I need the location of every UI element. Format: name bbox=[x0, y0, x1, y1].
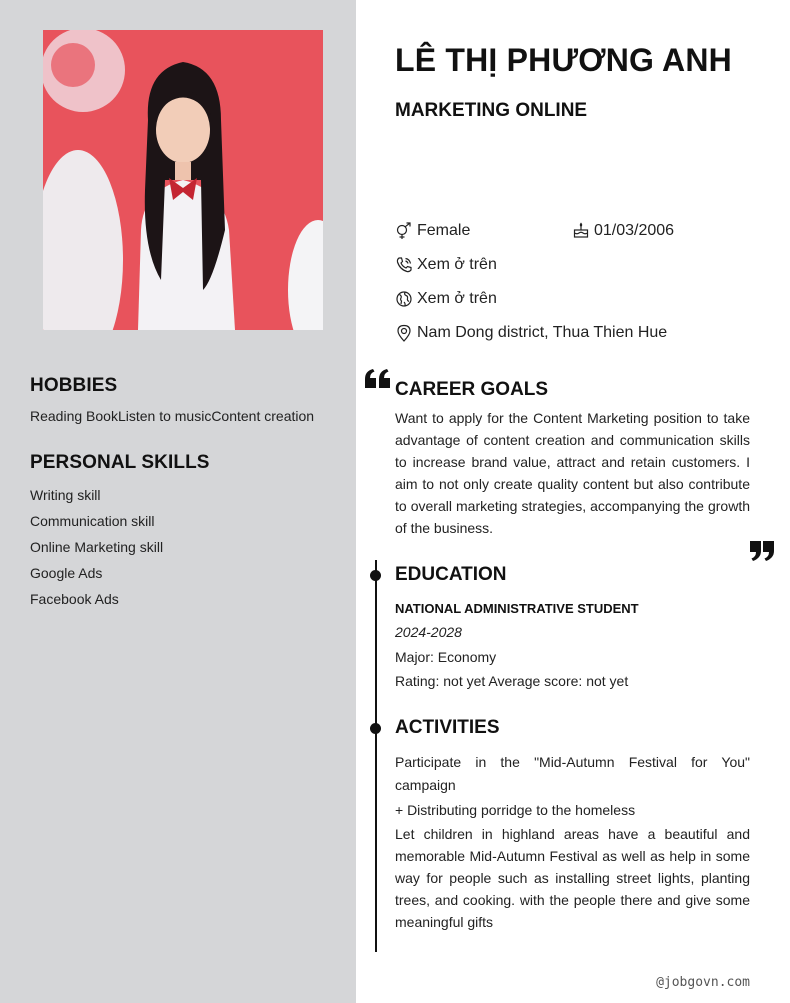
phone-row bbox=[395, 256, 497, 274]
gender-icon bbox=[395, 222, 413, 240]
timeline-line bbox=[375, 560, 377, 952]
gender-value: Female bbox=[417, 222, 471, 239]
address-value: Nam Dong district, Thua Thien Hue bbox=[417, 324, 668, 341]
skill-item: Communication skill bbox=[30, 513, 155, 529]
address-row bbox=[395, 324, 667, 342]
activity-paragraph: Let children in highland areas have a beautiful and memorable Mid-Autumn Festival as well as help in some way for people such as installing street lights, planting trees, and cooking. with the people there and give some meaningful gifts bbox=[395, 826, 750, 930]
personal-skills-title: PERSONAL SKILLS bbox=[30, 452, 210, 473]
career-goals-title: CAREER GOALS bbox=[395, 379, 549, 400]
education-major: Major: Economy bbox=[395, 649, 497, 665]
job-title: MARKETING ONLINE bbox=[395, 100, 588, 121]
sidebar bbox=[0, 0, 356, 1003]
close-quote-icon bbox=[748, 540, 776, 567]
education-years: 2024-2028 bbox=[395, 624, 462, 640]
skill-item: Facebook Ads bbox=[30, 591, 119, 607]
activity-paragraph: Participate in the "Mid-Autumn Festival for You" campaign bbox=[395, 754, 750, 793]
birthday-row bbox=[572, 222, 674, 240]
activity-paragraph: + Distributing porridge to the homeless bbox=[395, 802, 636, 818]
open-quote-icon bbox=[364, 368, 392, 395]
education-rating: Rating: not yet Average score: not yet bbox=[395, 673, 629, 689]
hobbies-text: Reading BookListen to musicContent creation bbox=[30, 408, 315, 424]
phone-icon bbox=[395, 256, 413, 274]
location-pin-icon bbox=[395, 324, 413, 342]
skill-item: Online Marketing skill bbox=[30, 539, 164, 555]
gender-row bbox=[395, 222, 470, 240]
skill-list bbox=[30, 487, 163, 617]
watermark: @jobgovn.com bbox=[656, 975, 750, 990]
profile-photo bbox=[43, 30, 323, 330]
hobbies-title: HOBBIES bbox=[30, 375, 118, 396]
timeline-dot bbox=[370, 723, 381, 734]
skill-item: Google Ads bbox=[30, 565, 103, 581]
career-goals-text: Want to apply for the Content Marketing position to take advantage of content creation and communication skills to increase brand value, attract and retain customers. I aim to not only create quality content but also contribute to overall marketing strategies, accompanying the growth of the business. bbox=[395, 410, 750, 536]
phone-value: Xem ở trên bbox=[417, 256, 497, 273]
globe-icon bbox=[395, 290, 413, 308]
education-school: NATIONAL ADMINISTRATIVE STUDENT bbox=[395, 601, 639, 616]
website-value: Xem ở trên bbox=[417, 290, 497, 307]
main-content bbox=[356, 0, 790, 1003]
website-row bbox=[395, 290, 497, 308]
timeline-dot bbox=[370, 570, 381, 581]
birthday-value: 01/03/2006 bbox=[594, 222, 675, 239]
activities-title: ACTIVITIES bbox=[395, 717, 500, 738]
candidate-name: LÊ THỊ PHƯƠNG ANH bbox=[395, 42, 732, 78]
cake-icon bbox=[572, 222, 590, 240]
skill-item: Writing skill bbox=[30, 487, 101, 503]
education-title: EDUCATION bbox=[395, 564, 507, 585]
